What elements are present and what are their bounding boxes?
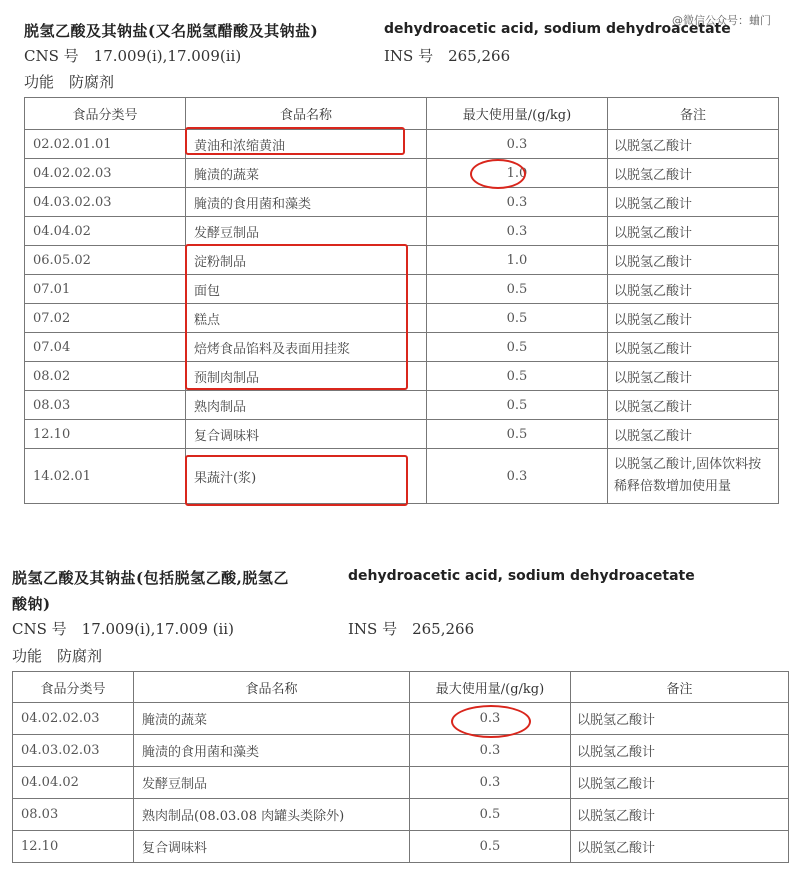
- table-row: [25, 304, 779, 333]
- table-row: [25, 246, 779, 275]
- section1-title-en: dehydroacetic acid, sodium dehydroacetate: [384, 21, 731, 37]
- cell-note: 以脱氢乙酸计: [608, 420, 779, 449]
- table-row: [25, 188, 779, 217]
- header-remarks: 备注: [608, 98, 779, 130]
- cell-name: 发酵豆制品: [134, 767, 410, 799]
- cell-note: 以脱氢乙酸计: [608, 188, 779, 217]
- cell-code: 07.01: [25, 275, 186, 304]
- cell-code: 04.03.02.03: [13, 735, 134, 767]
- cell-code: 07.02: [25, 304, 186, 333]
- table-row: [13, 831, 789, 863]
- table-row: [25, 333, 779, 362]
- section2-ins: INS 号 265,266: [348, 620, 475, 638]
- cell-name: 焙烤食品馅料及表面用挂浆: [186, 333, 427, 362]
- cell-name: 糕点: [186, 304, 427, 333]
- header-max-usage: 最大使用量/(g/kg): [427, 98, 608, 130]
- cell-code: 04.04.02: [13, 767, 134, 799]
- cell-note: 以脱氢乙酸计: [608, 130, 779, 159]
- section2-title-cn-line2: 酸钠): [12, 595, 51, 613]
- cell-max: 0.3: [410, 703, 571, 735]
- cell-note: 以脱氢乙酸计: [608, 246, 779, 275]
- cell-name: 果蔬汁(浆): [186, 449, 427, 504]
- section1-cns: CNS 号 17.009(i),17.009(ii): [24, 47, 242, 65]
- cell-name: 熟肉制品(08.03.08 肉罐头类除外): [134, 799, 410, 831]
- cell-code: 14.02.01: [25, 449, 186, 504]
- cell-note: 以脱氢乙酸计: [571, 831, 789, 863]
- header-category-code: 食品分类号: [25, 98, 186, 130]
- cell-note: 以脱氢乙酸计: [571, 767, 789, 799]
- cell-name: 预制肉制品: [186, 362, 427, 391]
- cell-name: 淀粉制品: [186, 246, 427, 275]
- cell-max: 0.5: [410, 799, 571, 831]
- table-header-row: [25, 98, 779, 130]
- cell-name: 面包: [186, 275, 427, 304]
- table-row: [25, 362, 779, 391]
- cell-max: 0.5: [410, 831, 571, 863]
- table-row: [25, 449, 779, 504]
- table-row: [25, 420, 779, 449]
- header-remarks: 备注: [571, 672, 789, 703]
- table-row: [13, 799, 789, 831]
- table-row: [13, 767, 789, 799]
- cell-code: 08.03: [13, 799, 134, 831]
- cell-note: 以脱氢乙酸计: [608, 333, 779, 362]
- cell-max: 0.5: [427, 391, 608, 420]
- cell-note: 以脱氢乙酸计: [571, 703, 789, 735]
- header-category-code: 食品分类号: [13, 672, 134, 703]
- cell-max: 0.3: [427, 188, 608, 217]
- cell-code: 12.10: [13, 831, 134, 863]
- cell-max: 0.5: [427, 362, 608, 391]
- cell-note: 以脱氢乙酸计: [608, 217, 779, 246]
- section2-cns: CNS 号 17.009(i),17.009 (ii): [12, 620, 234, 638]
- table-row: [25, 217, 779, 246]
- cell-name: 熟肉制品: [186, 391, 427, 420]
- cell-code: 04.04.02: [25, 217, 186, 246]
- cell-max: 0.3: [427, 130, 608, 159]
- cell-name: 复合调味料: [186, 420, 427, 449]
- section2-table: [12, 671, 789, 863]
- table-row: [13, 703, 789, 735]
- table-row: [25, 130, 779, 159]
- watermark-text: @微信公众号：蛐门: [672, 14, 771, 27]
- cell-max: 0.5: [427, 304, 608, 333]
- cell-name: 腌渍的食用菌和藻类: [134, 735, 410, 767]
- cell-name: 复合调味料: [134, 831, 410, 863]
- cell-code: 08.03: [25, 391, 186, 420]
- cell-note: 以脱氢乙酸计: [608, 159, 779, 188]
- table-row: [25, 391, 779, 420]
- cell-note: 以脱氢乙酸计: [608, 391, 779, 420]
- cell-note: 以脱氢乙酸计: [608, 275, 779, 304]
- cell-code: 04.02.02.03: [25, 159, 186, 188]
- cell-code: 04.03.02.03: [25, 188, 186, 217]
- cell-name: 腌渍的蔬菜: [186, 159, 427, 188]
- cell-code: 04.02.02.03: [13, 703, 134, 735]
- cell-max: 0.5: [427, 275, 608, 304]
- section1-ins: INS 号 265,266: [384, 47, 511, 65]
- cell-note: 以脱氢乙酸计: [571, 735, 789, 767]
- section1-function: 功能 防腐剂: [24, 73, 115, 91]
- header-food-name: 食品名称: [134, 672, 410, 703]
- cell-max: 0.3: [410, 735, 571, 767]
- cell-note: 以脱氢乙酸计: [608, 304, 779, 333]
- cell-max: 0.3: [427, 449, 608, 504]
- table-row: [25, 275, 779, 304]
- section2-title-en: dehydroacetic acid, sodium dehydroacetate: [348, 568, 695, 584]
- cell-max: 0.5: [427, 333, 608, 362]
- cell-code: 02.02.01.01: [25, 130, 186, 159]
- cell-name: 发酵豆制品: [186, 217, 427, 246]
- cell-note: 以脱氢乙酸计,固体饮料按稀释倍数增加使用量: [608, 449, 779, 504]
- table-row: [25, 159, 779, 188]
- section2-title-cn-line1: 脱氢乙酸及其钠盐(包括脱氢乙酸,脱氢乙: [12, 569, 289, 587]
- cell-code: 08.02: [25, 362, 186, 391]
- section1-title-cn: 脱氢乙酸及其钠盐(又名脱氢醋酸及其钠盐): [24, 22, 319, 40]
- cell-max: 1.0: [427, 246, 608, 275]
- cell-name: 黄油和浓缩黄油: [186, 130, 427, 159]
- cell-name: 腌渍的蔬菜: [134, 703, 410, 735]
- cell-max: 0.3: [410, 767, 571, 799]
- table-header-row: [13, 672, 789, 703]
- cell-name: 腌渍的食用菌和藻类: [186, 188, 427, 217]
- cell-code: 12.10: [25, 420, 186, 449]
- cell-note: 以脱氢乙酸计: [608, 362, 779, 391]
- cell-max: 1.0: [427, 159, 608, 188]
- cell-code: 07.04: [25, 333, 186, 362]
- cell-note: 以脱氢乙酸计: [571, 799, 789, 831]
- header-food-name: 食品名称: [186, 98, 427, 130]
- cell-max: 0.3: [427, 217, 608, 246]
- cell-code: 06.05.02: [25, 246, 186, 275]
- section2-function: 功能 防腐剂: [12, 647, 103, 665]
- section1-table: [24, 97, 779, 504]
- table-row: [13, 735, 789, 767]
- cell-max: 0.5: [427, 420, 608, 449]
- header-max-usage: 最大使用量/(g/kg): [410, 672, 571, 703]
